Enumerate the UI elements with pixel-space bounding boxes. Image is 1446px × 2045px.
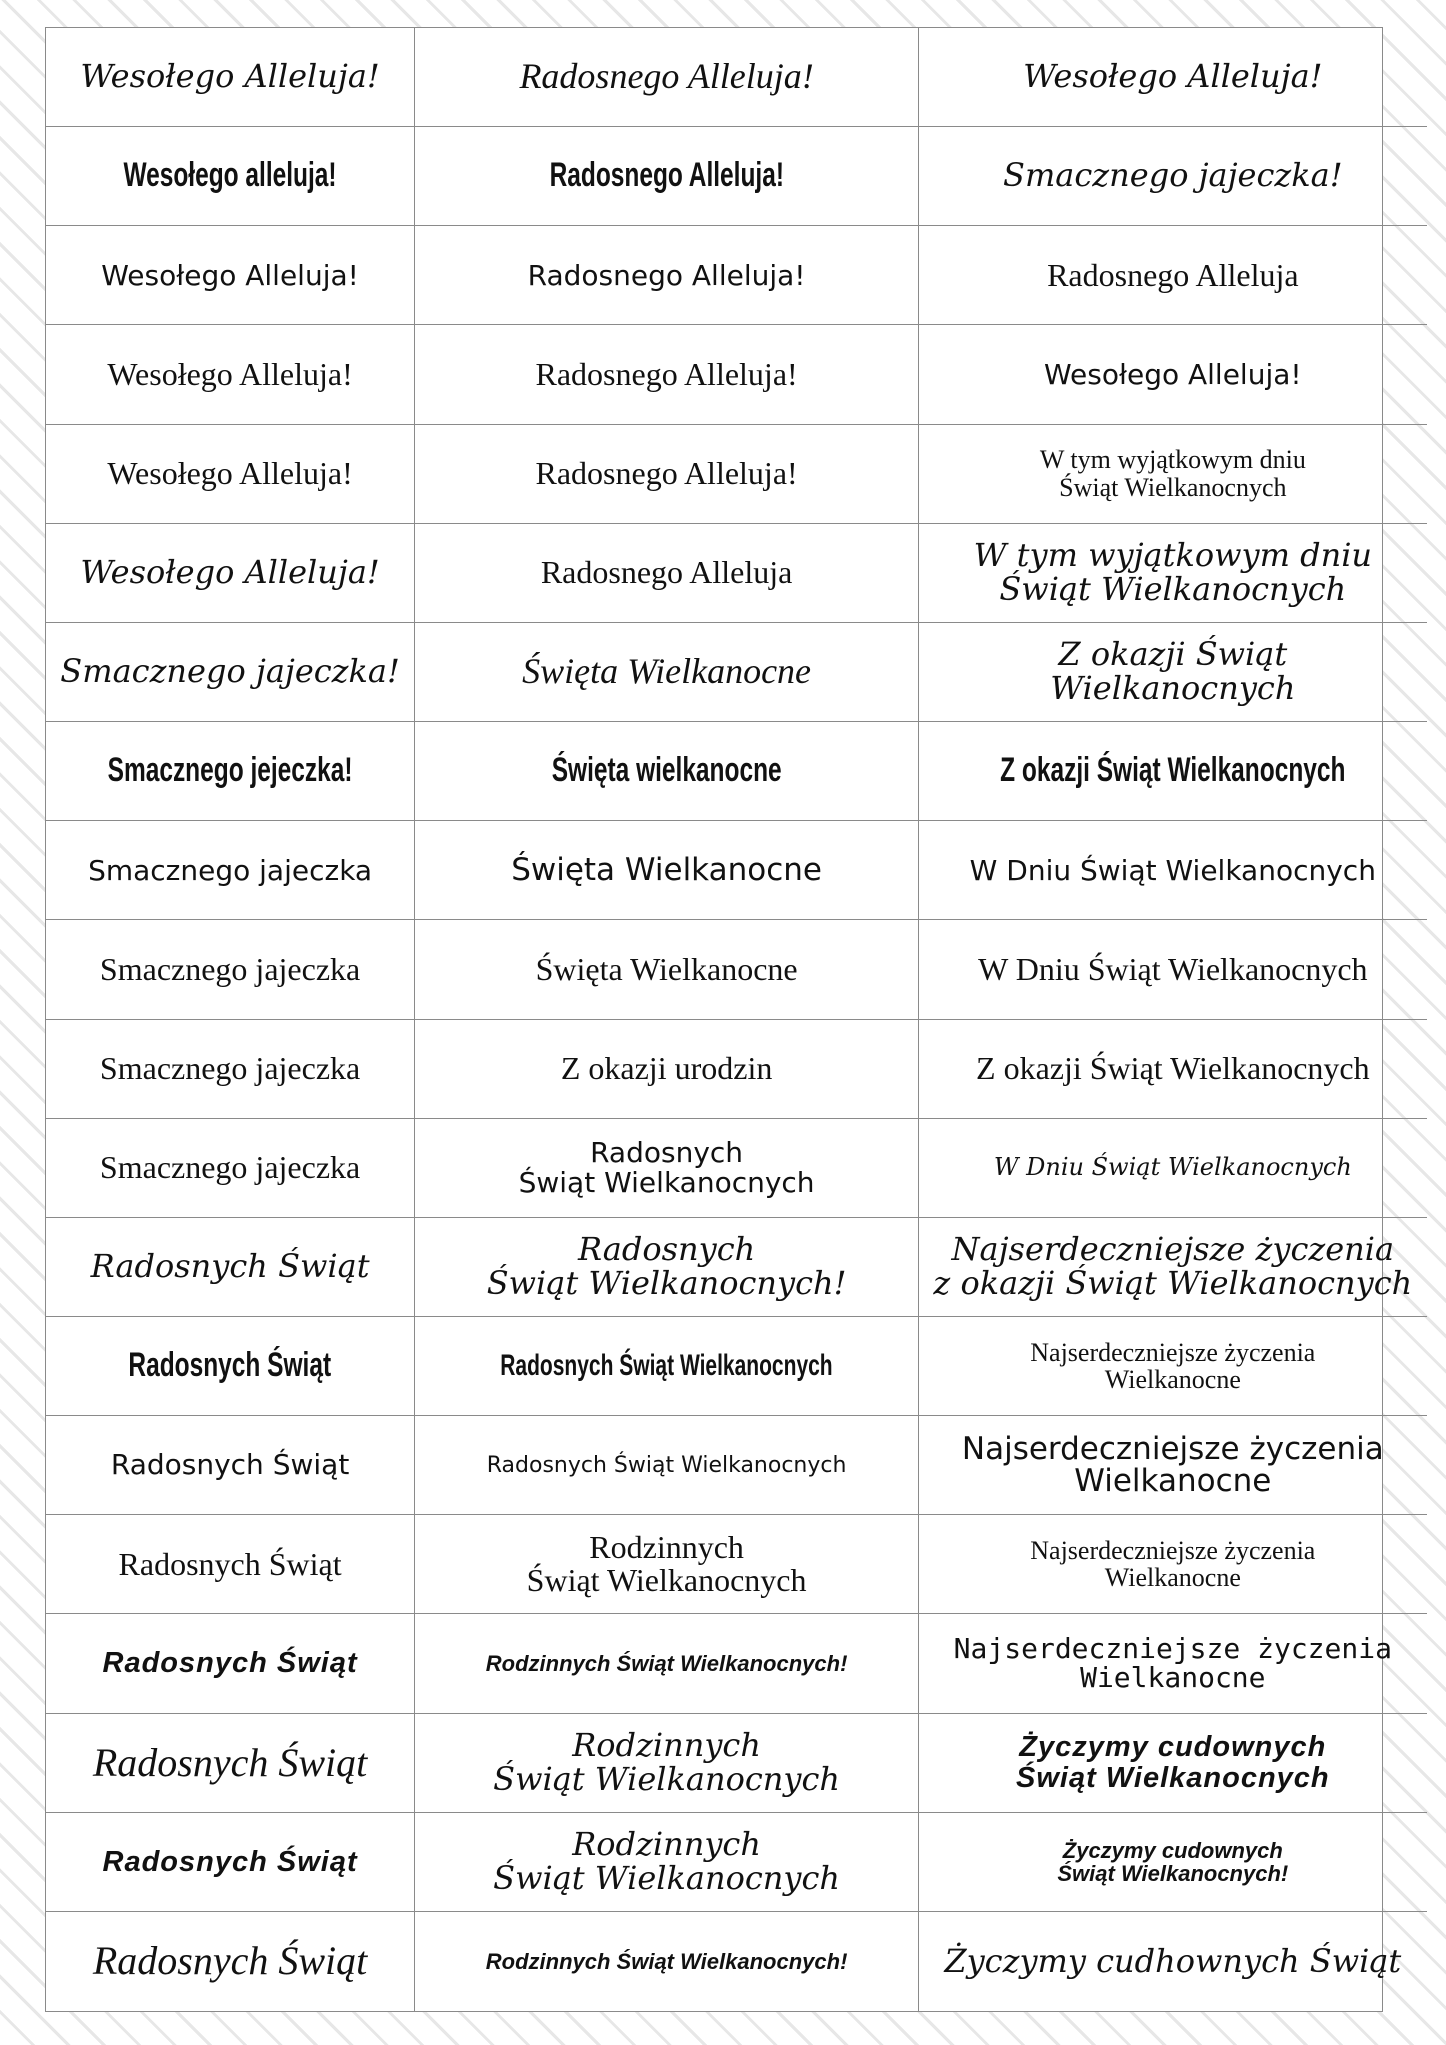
label-text: Rodzinnych Świąt Wielkanocnych! (485, 1948, 848, 1974)
label-cell (415, 1515, 919, 1614)
label-text: Radosnego Alleluja! (535, 355, 798, 392)
label-text: W Dniu Świąt Wielkanocnych (993, 1153, 1352, 1182)
label-text: Wesołego Alleluja! (80, 553, 380, 592)
label-cell (919, 1416, 1427, 1515)
label-text: Rodzinnych Świąt Wielkanocnych (493, 1726, 841, 1798)
label-cell (919, 623, 1427, 722)
label-text: Najserdeczniejsze życzenia Wielkanocne (961, 1430, 1384, 1500)
label-text: Radosnych Świąt (92, 1938, 368, 1984)
label-text: Święta Wielkanocne (522, 651, 812, 692)
label-text: Z okazji Świąt Wielkanocnych (1050, 635, 1296, 707)
label-text: Wesołego Alleluja! (101, 258, 359, 292)
label-text: Święta Wielkanocne (511, 851, 822, 888)
label-cell (415, 1119, 919, 1218)
label-text: Radosnych Świąt Wielkanocnych (518, 1136, 815, 1199)
label-cell (46, 1912, 415, 2011)
label-text: Smacznego jajeczka (88, 853, 373, 887)
label-cell (415, 226, 919, 325)
label-cell (415, 1218, 919, 1317)
label-cell (919, 524, 1427, 623)
label-text: Najserdeczniejsze życzenia Wielkanocne (953, 1632, 1392, 1695)
label-text: Z okazji urodzin (560, 1049, 773, 1086)
label-cell (46, 1813, 415, 1912)
label-text: Radosnych Świąt (90, 1247, 370, 1286)
label-text: Smacznego jajeczka (99, 1049, 361, 1086)
label-text: Rodzinnych Świąt Wielkanocnych! (485, 1650, 848, 1676)
label-cell (415, 1317, 919, 1416)
label-text: Radosnego Alleluja! (527, 258, 806, 292)
label-text: Radosnego Alleluja! (519, 56, 814, 97)
label-cell (415, 1714, 919, 1813)
label-text: Wesołego Alleluja! (1044, 357, 1302, 391)
label-cell (415, 1614, 919, 1713)
label-text: Radosnych Świąt (128, 1346, 332, 1385)
label-text: Wesołego Alleluja! (80, 57, 380, 96)
label-cell (46, 1416, 415, 1515)
label-text: Radosnych Świąt (102, 1845, 358, 1878)
label-cell (46, 1218, 415, 1317)
label-cell (46, 1317, 415, 1416)
label-text: Rodzinnych Świąt Wielkanocnych (493, 1825, 841, 1897)
label-cell (415, 623, 919, 722)
label-cell (46, 1119, 415, 1218)
label-text: Radosnych Świąt Wielkanocnych (486, 1452, 847, 1478)
label-cell (919, 1020, 1427, 1119)
label-text: Smacznego jejeczka! (107, 751, 353, 790)
label-cell (919, 1515, 1427, 1614)
label-cell (919, 1119, 1427, 1218)
label-text: Święta wielkanocne (551, 751, 782, 790)
label-cell (415, 1416, 919, 1515)
label-cell (415, 1020, 919, 1119)
label-text: Radosnego Alleluja! (549, 156, 784, 195)
label-cell (415, 821, 919, 920)
label-text: W tym wyjątkowym dniu Świąt Wielkanocnych (973, 536, 1373, 608)
label-cell (415, 722, 919, 821)
label-text: Smacznego jajeczka (99, 1148, 361, 1185)
label-text: Wesołego Alleluja! (107, 355, 353, 392)
label-cell (415, 524, 919, 623)
label-cell (46, 425, 415, 524)
label-text: Wesołego Alleluja! (107, 454, 353, 491)
label-text: Najserdeczniejsze życzenia z okazji Świąt Wielkanocnych (933, 1230, 1413, 1302)
label-cell (919, 127, 1427, 226)
label-cell (919, 1813, 1427, 1912)
label-cell (415, 425, 919, 524)
label-cell (919, 425, 1427, 524)
label-text: Święta Wielkanocne (535, 950, 798, 987)
label-cell (415, 28, 919, 127)
label-text: W Dniu Świąt Wielkanocnych (969, 853, 1376, 887)
label-text: Z okazji Świąt Wielkanocnych (976, 1049, 1370, 1086)
label-text: Radosnego Alleluja! (535, 454, 798, 491)
label-cell (415, 1813, 919, 1912)
label-text: Smacznego jajeczka (99, 950, 361, 987)
label-cell (46, 524, 415, 623)
label-text: Radosnych Świąt Wielkanocnych! (486, 1230, 847, 1302)
label-text: Wesołego Alleluja! (1023, 57, 1323, 96)
label-cell (415, 325, 919, 424)
label-text: Życzymy cudownych Świąt Wielkanocnych (1015, 1731, 1330, 1794)
label-cell (46, 1614, 415, 1713)
label-text: Radosnego Alleluja (1047, 256, 1299, 293)
label-sheet (45, 27, 1413, 2012)
label-cell (919, 821, 1427, 920)
label-cell (415, 1912, 919, 2011)
label-cell (46, 127, 415, 226)
label-text: W Dniu Świąt Wielkanocnych (978, 950, 1368, 987)
label-text: Radosnych Świąt (110, 1448, 350, 1482)
label-cell (415, 127, 919, 226)
label-cell (919, 226, 1427, 325)
label-text: Najserdeczniejsze życzenia Wielkanocne (1030, 1337, 1316, 1395)
label-text: Smacznego jajeczka! (1003, 156, 1343, 195)
label-cell (46, 28, 415, 127)
label-cell (919, 28, 1427, 127)
label-cell (46, 722, 415, 821)
label-cell (46, 821, 415, 920)
label-cell (46, 1020, 415, 1119)
label-cell (919, 1317, 1427, 1416)
label-cell (919, 1218, 1427, 1317)
label-text: Radosnych Świąt (92, 1739, 368, 1785)
label-cell (46, 226, 415, 325)
label-text: Życzymy cudhownych Świąt (944, 1941, 1402, 1980)
label-cell (919, 1912, 1427, 2011)
label-cell (46, 1515, 415, 1614)
label-text: Rodzinnych Świąt Wielkanocnych (526, 1528, 807, 1599)
label-cell (415, 920, 919, 1019)
label-text: Radosnego Alleluja (540, 554, 793, 591)
label-cell (46, 1714, 415, 1813)
label-cell (46, 623, 415, 722)
label-text: Najserdeczniejsze życzenia Wielkanocne (1030, 1536, 1316, 1593)
label-cell (919, 1614, 1427, 1713)
label-cell (919, 920, 1427, 1019)
label-text: Radosnych Świąt (102, 1647, 358, 1680)
label-cell (46, 325, 415, 424)
label-text: Radosnych Świąt (118, 1545, 342, 1582)
label-cell (919, 1714, 1427, 1813)
label-text: Wesołego alleluja! (123, 156, 337, 195)
label-text: W tym wyjątkowym dniu Świąt Wielkanocnych (1039, 445, 1306, 502)
label-cell (919, 722, 1427, 821)
label-cell (46, 920, 415, 1019)
label-text: Radosnych Świąt Wielkanocnych (500, 1349, 833, 1383)
label-text: Z okazji Świąt Wielkanocnych (1000, 751, 1346, 790)
label-cell (919, 325, 1427, 424)
label-text: Życzymy cudownych Świąt Wielkanocnych! (1057, 1837, 1289, 1886)
label-text: Smacznego jajeczka! (60, 652, 400, 691)
